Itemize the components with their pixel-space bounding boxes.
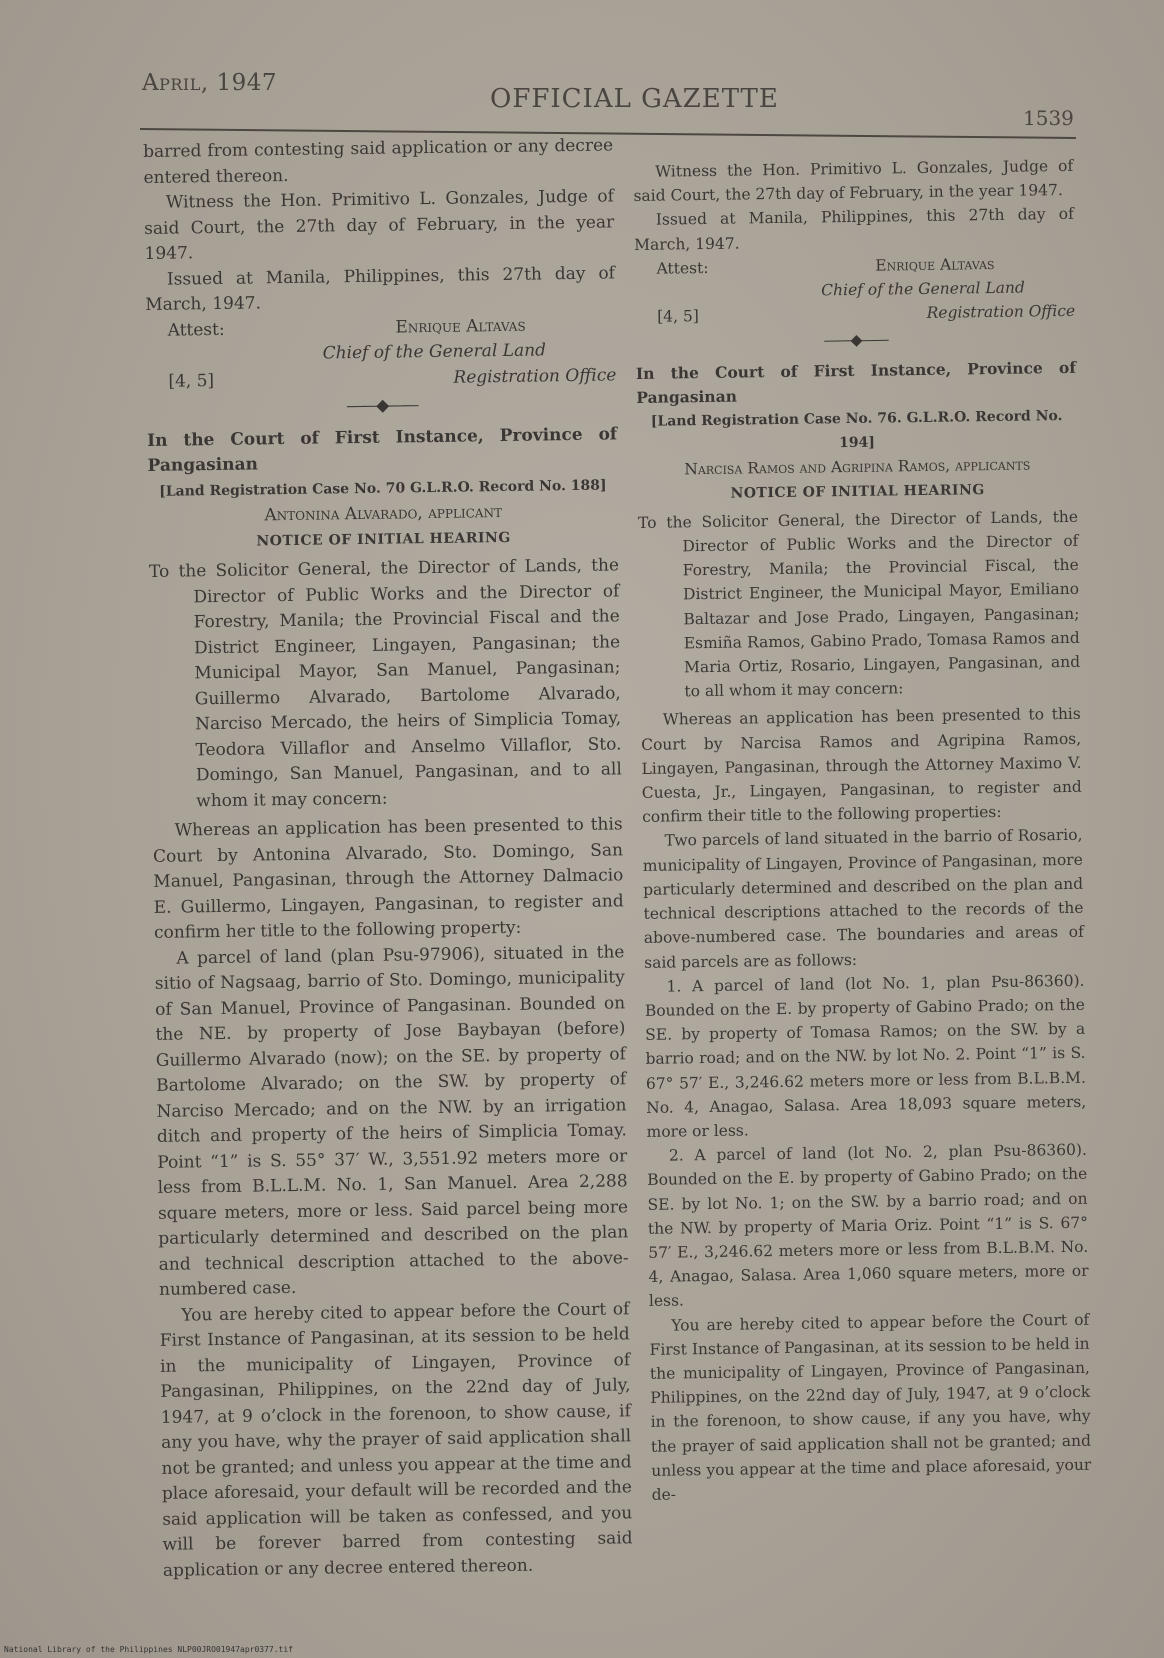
parcel-1-paragraph: 1. A parcel of land (lot No. 1, plan Psu-86360). Bounded on the E. by property of Gabino Prado; on the SE. by property of Tomasa Ramos; on the SW. by a barrio road; and on the NW. by lot No. 2. Point “1” is S. 67° 57′ E., 3,246.62 meters more or less from B.L.B.M. No. 4, Anagao, Salasa. Area 18,093 square meters, more or less. <box>644 971 1087 1141</box>
signer-name: Enrique Altavas <box>875 254 995 275</box>
two-parcels-paragraph: Two parcels of land situated in the barrio of Rosario, municipality of Lingayen, Province of Pangasinan, more particularly determined and described on the plan and technical descriptions attached to the records of the above-numbered case. The boundaries and areas of said parcels are as follows: <box>642 826 1084 972</box>
right-column <box>633 154 1092 1507</box>
separator-ornament: ——◆—— <box>346 395 418 417</box>
citation-paragraph: You are hereby cited to appear before the Court of First Instance of Pangasinan, at its session to be held in the municipality of Lingayen, Province of Pangasinan, Philippines, on the 22nd day of July, 1947, at 9 o’clock in the forenoon, to show cause, if any you have, why the prayer of said application shall not be granted; and unless you appear at the time and place aforesaid, your default will be recorded and the said application will be taken as confessed, and you will be forever barred from contesting said application or any decree entered thereon. <box>159 1298 633 1581</box>
applicants-line: Narcisa Ramos and Agripina Ramos, applicants <box>684 455 1031 479</box>
issue-ref: [4, 5] <box>168 370 215 392</box>
publication-title: OFFICIAL GAZETTE <box>490 84 779 114</box>
continued-text: barred from contesting said application or any decree entered thereon. <box>143 135 614 188</box>
issued-paragraph: Issued at Manila, Philippines, this 27th day of March, 1947. <box>634 205 1074 254</box>
parcel-paragraph: A parcel of land (plan Psu-97906), situated in the sitio of Nagsaag, barrio of Sto. Domingo, municipality of San Manuel, Province of Pangasinan. Bounded on the NE. by property of Jose Baybayan (before) Guillermo Alvarado (now); on the SE. by property of Bartolome Alvarado; on the SW. by property of Narciso Mercado; and on the NW. by an irrigation ditch and property of the heirs of Simplicia Tomay. Point “1” is S. 55° 37′ W., 3,551.92 meters more or less from B.L.L.M. No. 1, San Manuel. Area 2,288 square meters, more or less. Said parcel being more particularly determined and described on the plan and technical description attached to the above-numbered case. <box>154 941 629 1300</box>
issue-ref: [4, 5] <box>657 307 699 326</box>
applicant-line: Antonina Alvarado, applicant <box>264 502 503 526</box>
citation-paragraph: You are hereby cited to appear before the Court of First Instance of Pangasinan, at its session to be held in the municipality of Lingayen, Province of Pangasinan, Philippines, on the 22nd day of July, 1947, at 9 o’clock in the forenoon, to show cause, if any you have, why the prayer of said application shall not be granted; and unless you appear at the time and place aforesaid, your de- <box>649 1310 1092 1504</box>
issued-paragraph: Issued at Manila, Philippines, this 27th day of March, 1947. <box>145 262 616 315</box>
page-number: 1539 <box>1023 106 1074 130</box>
signer-title-1: Chief of the General Land <box>322 340 547 364</box>
notice-heading: NOTICE OF INITIAL HEARING <box>730 481 985 502</box>
attest-label: Attest: <box>656 258 709 278</box>
issue-date: April, 1947 <box>142 70 278 96</box>
left-column <box>143 133 633 1583</box>
case-number: [Land Registration Case No. 70 G.L.R.O. Record No. 188] <box>159 477 607 500</box>
addressee-paragraph: To the Solicitor General, the Director of Lands, the Director of Public Works and the Director of Forestry, Manila; the Provincial Fiscal, the District Engineer, the Municipal Mayor, Emiliano Baltazar and Jose Prado, Lingayen, Pangasinan; Esmiña Ramos, Gabino Prado, Tomasa Ramos and Maria Ortiz, Rosario, Lingayen, Pangasinan, and to all whom it may concern: <box>637 507 1081 701</box>
court-heading: In the Court of First Instance, Province of Pangasinan <box>147 423 618 476</box>
notice-heading: NOTICE OF INITIAL HEARING <box>256 529 511 549</box>
witness-paragraph: Witness the Hon. Primitivo L. Gonzales, Judge of said Court, the 27th day of February, in the year 1947. <box>144 186 615 264</box>
whereas-paragraph: Whereas an application has been presented to this Court by Antonina Alvarado, Sto. Domingo, San Manuel, Pangasinan, through the Attorney Dalmacio E. Guillermo, Lingayen, Pangasinan, to register and confirm her title to the following property: <box>152 814 624 943</box>
addressee-paragraph: To the Solicitor General, the Director of Lands, the Director of Public Works and the Director of Forestry, Manila; the Provincial Fiscal and the District Engineer, Lingayen, Pangasinan; the Municipal Mayor, San Manuel, Pangasinan; Guillermo Alvarado, Bartolome Alvarado, Narciso Mercado, the heirs of Simplicia Tomay, Teodora Villaflor and Anselmo Villaflor, Sto. Domingo, San Manuel, Pangasinan, and to all whom it may concern: <box>148 555 622 811</box>
signer-name: Enrique Altavas <box>395 315 526 337</box>
separator-ornament: ——◆—— <box>823 330 888 350</box>
court-heading: In the Court of First Instance, Province of Pangasinan <box>635 357 1077 407</box>
ref-row <box>168 363 616 395</box>
witness-paragraph: Witness the Hon. Primitivo L. Gonzales, Judge of said Court, the 27th day of February, in the year 1947. <box>633 156 1074 206</box>
whereas-paragraph: Whereas an application has been presented to this Court by Narcisa Ramos and Agripina Ramos, Lingayen, Pangasinan, through the Attorney Maximo V. Cuesta, Jr., Lingayen, Pangasinan, to register and confirm their title to the following properties: <box>641 705 1082 827</box>
signer-title-2: Registration Office <box>926 302 1076 323</box>
scan-footer: National Library of the Philippines NLP00JRO01947apr0377.tif <box>4 1645 293 1654</box>
attest-label: Attest: <box>167 319 225 341</box>
ref-row <box>657 299 1075 329</box>
signer-title-1: Chief of the General Land <box>821 278 1025 300</box>
parcel-2-paragraph: 2. A parcel of land (lot No. 2, plan Psu-86360). Bounded on the E. by property of Gabino Prado; on the SE. by lot No. 1; on the SW. by a barrio road; and on the NW. by property of Maria Oriz. Point “1” is S. 67° 57′ E., 3,246.62 meters more or less from B.L.B.M. No. 4, Anagao, Salasa. Area 1,060 square meters, more or less. <box>647 1140 1089 1311</box>
signer-title-2: Registration Office <box>453 364 617 388</box>
case-number: [Land Registration Case No. 76. G.L.R.O. Record No. 194] <box>650 408 1063 452</box>
